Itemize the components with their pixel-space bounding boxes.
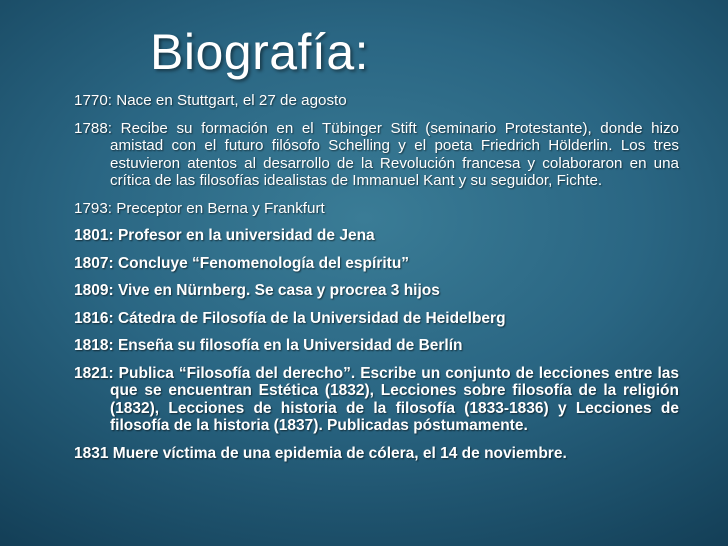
list-item: 1816: Cátedra de Filosofía de la Universidad de Heidelberg bbox=[74, 309, 506, 327]
list-item: 1801: Profesor en la universidad de Jena bbox=[74, 227, 375, 244]
list-item: 1807: Concluye “Fenomenología del espíritu” bbox=[74, 254, 410, 272]
list-item: 1818: Enseña su filosofía en la Universidad de Berlín bbox=[74, 337, 463, 354]
slide-title: Biografía: bbox=[150, 24, 370, 80]
list-item: 1821: Publica “Filosofía del derecho”. Escribe un conjunto de lecciones entre las que se encuentran Estética (1832), Lecciones sobre filosofía de la religión (1832), Lecciones de historia de la filosofía (1833-1836) y Lecciones de filosofía de la historia (1837). Publicadas póstumamente. bbox=[74, 364, 679, 434]
list-item: 1788: Recibe su formación en el Tübinger Stift (seminario Protestante), donde hizo amistad con el futuro filósofo Schelling y el poeta Friedrich Hölderlin. Los tres estuvieron atentos al desarrollo de la Revolución francesa y colaboraron en una crítica de las filosofías idealistas de Immanuel Kant y su seguidor, Fichte. bbox=[74, 119, 679, 189]
biography-list bbox=[74, 92, 679, 472]
list-item: 1793: Preceptor en Berna y Frankfurt bbox=[74, 199, 325, 217]
list-item: 1831 Muere víctima de una epidemia de cólera, el 14 de noviembre. bbox=[74, 444, 567, 462]
list-item: 1809: Vive en Nürnberg. Se casa y procrea 3 hijos bbox=[74, 282, 440, 299]
list-item: 1770: Nace en Stuttgart, el 27 de agosto bbox=[74, 92, 347, 109]
